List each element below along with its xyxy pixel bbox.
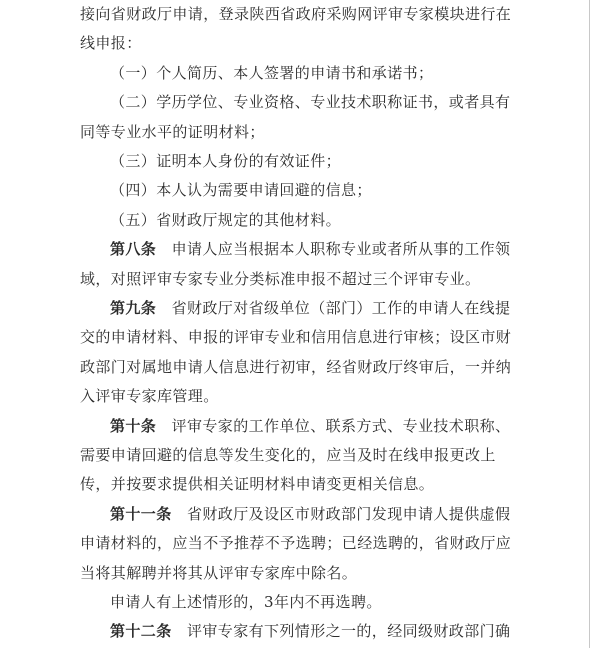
line-text: （四）本人认为需要申请回避的信息； <box>110 181 372 200</box>
text-line <box>80 4 511 24</box>
text-line <box>110 298 510 318</box>
line-text: 评审专家有下列情形之一的，经同级财政部门确 <box>171 622 511 641</box>
line-text: 域，对照评审专家专业分类标准申报不超过三个评审专业。 <box>80 269 481 288</box>
line-text: 评审专家的工作单位、联系方式、专业技术职称、 <box>156 416 511 435</box>
page-edge-rule <box>589 0 590 648</box>
line-text: 接向省财政厅申请，登录陕西省政府采购网评审专家模块进行在 <box>80 5 512 23</box>
text-line <box>80 533 511 553</box>
line-text: 省财政厅及设区市财政部门发现申请人提供虚假 <box>171 504 511 523</box>
text-line <box>110 92 510 112</box>
text-line <box>80 474 434 494</box>
line-text: 当将其解聘并将其从评审专家库中除名。 <box>80 563 358 582</box>
text-line <box>80 269 480 289</box>
text-line <box>80 327 511 347</box>
line-text: 同等专业水平的证明材料； <box>80 122 265 141</box>
text-line <box>80 563 357 583</box>
text-line <box>110 151 341 171</box>
article-number: 第十二条 <box>110 622 172 641</box>
text-line <box>80 122 265 142</box>
article-number: 第十一条 <box>110 504 172 523</box>
line-text: 申请人有上述情形的，3年内不再选聘。 <box>110 593 382 611</box>
text-line <box>110 210 341 230</box>
article-number: 第九条 <box>110 299 157 317</box>
text-line <box>110 592 382 612</box>
text-line <box>110 504 510 524</box>
line-text: （一）个人简历、本人签署的申请书和承诺书； <box>110 63 434 82</box>
text-line <box>110 416 510 436</box>
line-text: 需要申请回避的信息等发生变化的，应当及时在线申报更改上 <box>80 446 496 464</box>
line-text: 线申报： <box>80 34 142 53</box>
article-number: 第十条 <box>110 416 157 435</box>
text-line <box>110 621 510 641</box>
text-line <box>80 386 219 406</box>
line-text: 申请人应当根据本人职称专业或者所从事的工作领 <box>156 240 511 259</box>
text-line <box>110 180 372 200</box>
text-line <box>80 33 142 53</box>
line-text: 政部门对属地申请人信息进行初审，经省财政厅终审后，一并纳 <box>80 357 512 376</box>
line-text: 交的申请材料、申报的评审专业和信用信息进行审核；设区市财 <box>80 328 512 347</box>
text-line <box>80 357 511 377</box>
article-number: 第八条 <box>110 240 157 259</box>
line-text: （三）证明本人身份的有效证件； <box>110 152 342 170</box>
text-line <box>110 63 433 83</box>
line-text: （二）学历学位、专业资格、专业技术职称证书，或者具有 <box>110 93 511 112</box>
line-text: 申请材料的，应当不予推荐不予选聘；已经选聘的，省财政厅应 <box>80 534 512 553</box>
line-text: 省财政厅对省级单位（部门）工作的申请人在线提 <box>156 299 511 317</box>
text-line <box>110 239 510 259</box>
line-text: 传，并按要求提供相关证明材料申请变更相关信息。 <box>80 475 435 494</box>
line-text: （五）省财政厅规定的其他材料。 <box>110 210 342 229</box>
text-line <box>80 445 496 465</box>
line-text: 入评审专家库管理。 <box>80 387 219 406</box>
